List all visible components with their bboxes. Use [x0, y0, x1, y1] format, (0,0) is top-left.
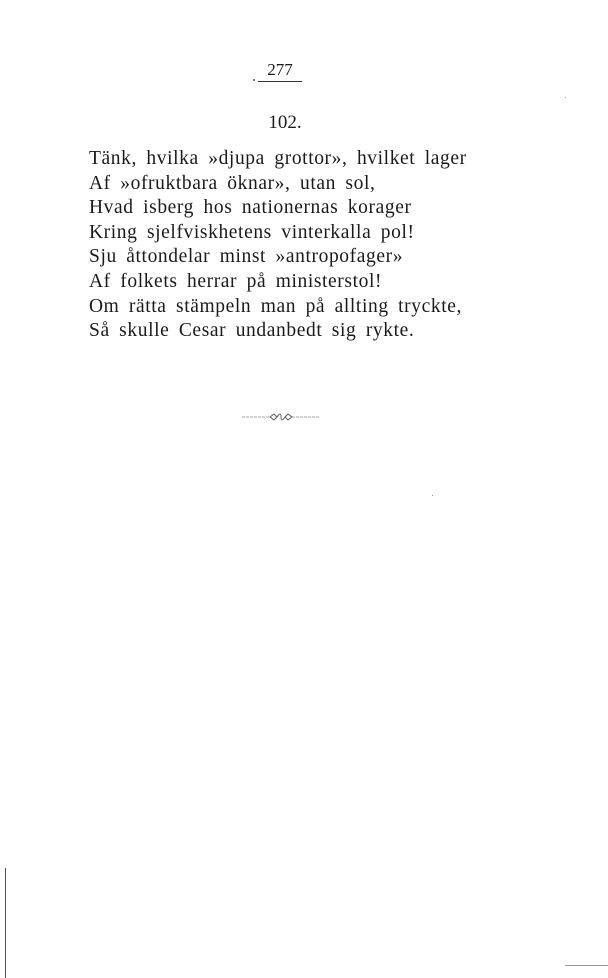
poem-line: Hvad isberg hos nationernas korager [89, 197, 412, 219]
poem-line: Af folkets herrar på ministerstol! [89, 270, 383, 292]
scan-edge-line [565, 965, 608, 966]
poem-line: Af »ofruktbara öknar», utan sol, [89, 172, 376, 194]
poem-line: Kring sjelfviskhetens vinterkalla pol! [89, 221, 415, 243]
poem-line: Sju åttondelar minst »antropofager» [89, 246, 404, 268]
scan-speck [253, 79, 255, 81]
poem-line: Så skulle Cesar undanbedt sig rykte. [89, 320, 415, 342]
poem-number: 102. [268, 112, 302, 133]
ornament-divider-icon [240, 411, 322, 423]
poem-line: Tänk, hvilka »djupa grottor», hvilket lager [89, 148, 467, 169]
poem-text [89, 147, 467, 344]
scan-speck [565, 97, 566, 98]
poem-line: Om rätta stämpeln man på allting tryckte, [89, 295, 462, 317]
page-number: 277 [258, 60, 302, 82]
scan-speck [432, 495, 433, 496]
scan-edge-line [5, 868, 6, 978]
